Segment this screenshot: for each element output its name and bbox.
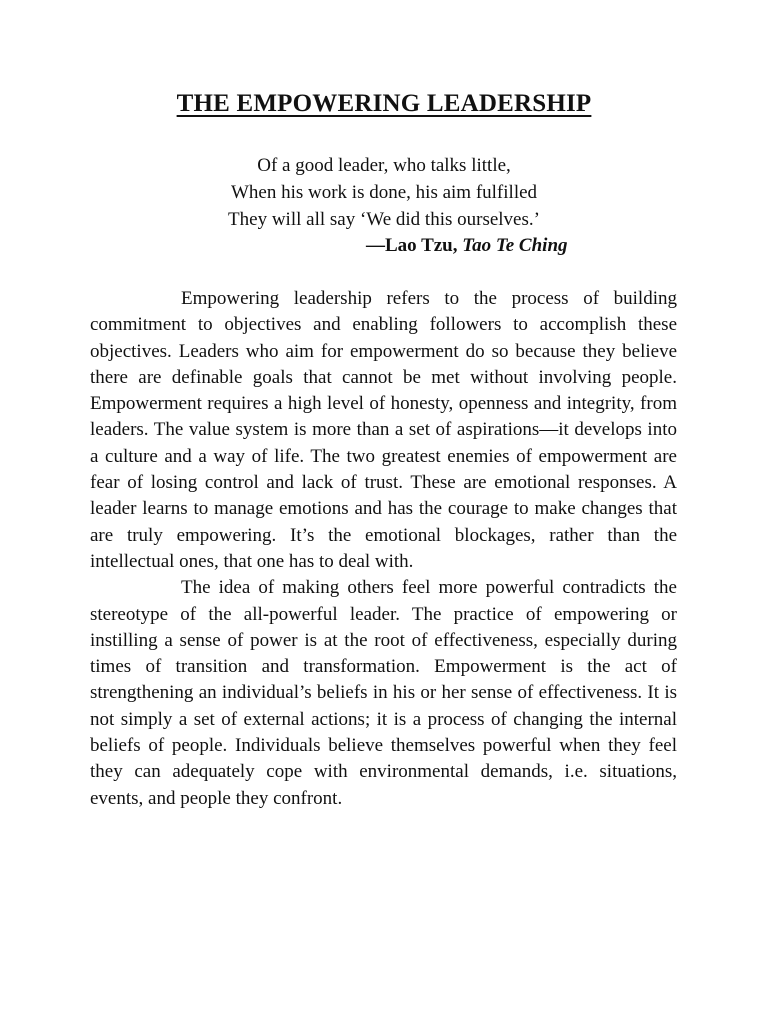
attribution-work: Tao Te Ching: [462, 235, 568, 256]
title-text: THE EMPOWERING LEADERSHIP: [176, 90, 592, 117]
paragraph: The idea of making others feel more powerful contradicts the stereotype of the all-powerful leader. The practice of empowering or instilling a sense of power is at the root of effectiveness, especially during times of transition and transformation. Empowerment is the act of strengthening an individual’s beliefs in his or her sense of effectiveness. It is not simply a set of external actions; it is a process of changing the internal beliefs of people. Individuals believe themselves powerful when they feel they can adequately cope with environmental demands, i.e. situations, events, and people they confront.: [90, 577, 677, 809]
epigraph-line: Of a good leader, who talks little,: [257, 155, 511, 176]
body-text: [90, 286, 677, 812]
page-title: [0, 90, 768, 118]
epigraph-line: When his work is done, his aim fulfilled: [230, 182, 538, 203]
paragraph: Empowering leadership refers to the process of building commitment to objectives and enabling followers to accomplish these objectives. Leaders who aim for empowerment do so because they believe there are definable goals that cannot be met without involving people. Empowerment requires a high level of honesty, openness and integrity, from leaders. The value system is more than a set of aspirations—it develops into a culture and a way of life. The two greatest enemies of empowerment are fear of losing control and lack of trust. These are emotional responses. A leader learns to manage emotions and has the courage to make changes that are truly empowering. It’s the emotional blockages, rather than the intellectual ones, that one has to deal with.: [90, 288, 677, 572]
epigraph-line: They will all say ‘We did this ourselves.’: [228, 209, 540, 230]
epigraph: [0, 152, 768, 233]
attribution-author: —Lao Tzu,: [366, 235, 463, 256]
epigraph-attribution: [366, 232, 568, 259]
